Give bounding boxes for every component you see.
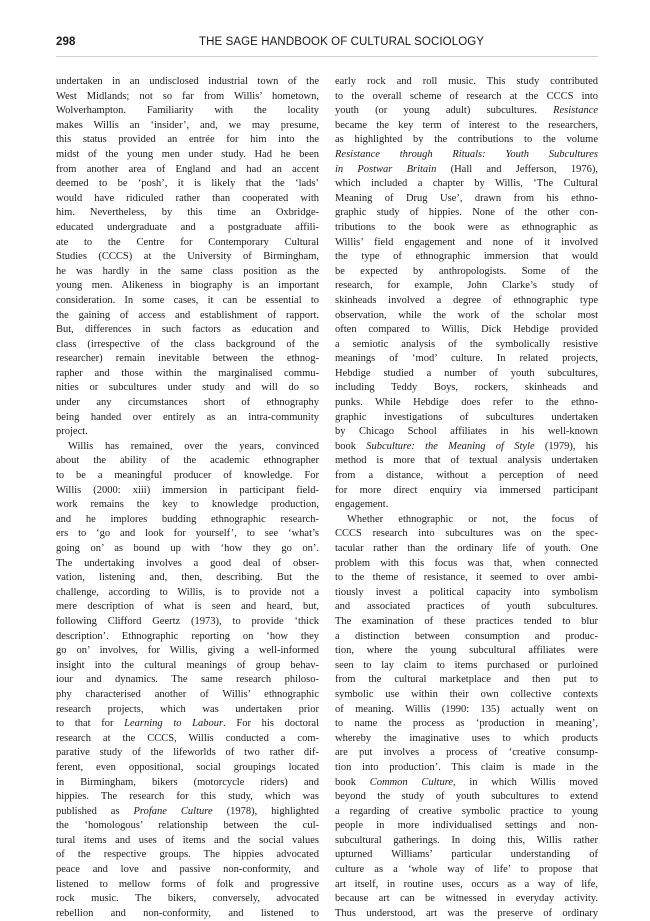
- text-line: he was hardly in the same class position as the: [56, 265, 319, 277]
- text-line: method is more that of textual analysis undertaken: [335, 455, 598, 467]
- book-title-learning-to-labour: Learning to Labour: [124, 718, 224, 730]
- text-line: ers to ‘go and look for yourself’, to see ‘what’s: [56, 528, 319, 540]
- text-line: rock music. The bikers, conversely, advocated: [56, 893, 319, 905]
- text-line: subcultural gatherings. In doing this, Willis rather: [335, 834, 598, 846]
- text-line: graphic study of hippies. None of the other con-: [335, 207, 598, 219]
- text-line: research, for example, John Clarke’s study of: [335, 280, 598, 292]
- text-line: rapher and those within the marginalised commu-: [56, 367, 319, 379]
- text-line: class (irrespective of the class background of the: [56, 338, 319, 350]
- text-line: in Birmingham, bikers (motorcycle riders) and: [56, 776, 319, 788]
- text-line: The examination of these practices tended to blur: [335, 615, 598, 627]
- text-line: makes Willis an ‘insider’, and, we may presume,: [56, 119, 319, 131]
- text-line: the type of ethnographic immersion that would: [335, 251, 598, 263]
- text-line: work remains the key to knowledge production,: [56, 499, 319, 511]
- text-line: and associated practices of youth subcultures.: [335, 601, 598, 613]
- text-line: insight into the cultural meanings of group behav-: [56, 659, 319, 671]
- text-line: young men. Alikeness in biography is an important: [56, 280, 319, 292]
- text-line: The undertaking involves a good deal of obser-: [56, 557, 319, 569]
- text-line: CCCS research into subcultures was on the spec-: [335, 528, 598, 540]
- line-text: published as: [56, 805, 120, 817]
- text-line: symbolic use within their own collective contexts: [335, 688, 598, 700]
- book-title-postwar-britain: in Postwar Britain: [335, 163, 437, 175]
- line-text: to that for: [56, 718, 114, 730]
- text-line: be expected by anthropologists. Some of the: [335, 265, 598, 277]
- right-column: [335, 75, 598, 921]
- text-line: people in more individualised settings and non-: [335, 820, 598, 832]
- text-line: for more direct enquiry via immersed participant: [335, 484, 598, 496]
- text-line: the ‘homologous’ relationship between the cul-: [56, 820, 319, 832]
- text-line: from a distance, without a perception of need: [335, 470, 598, 482]
- text-line: a regarding of creative symbolic practice to young: [335, 805, 598, 817]
- line-text: (Hall and Jefferson, 1976),: [436, 163, 598, 175]
- text-line: deemed to be ‘posh’, it is likely that the ‘lads’: [56, 178, 319, 190]
- text-line: Meaning of Drug Use’, drawn from his ethno-: [335, 192, 598, 204]
- text-line: tion, where the young subcultural affiliates were: [335, 645, 598, 657]
- text-line: tacular rather than the ordinary life of youth. One: [335, 543, 598, 554]
- text-line: listened to mellow forms of folk and progressive: [56, 878, 319, 890]
- text-line: from another area of England and had an accent: [56, 163, 319, 175]
- text-line: him. Nevertheless, by this time an Oxbridge-: [56, 207, 319, 219]
- text-line: and he implores budding ethnographic research-: [56, 513, 319, 525]
- text-line: following Clifford Geertz (1973), to provide ‘thick: [56, 615, 319, 627]
- text-line: being handed over entirely as an intra-community: [56, 411, 319, 423]
- text-line: from the cultural marketplace and then put to: [335, 674, 598, 686]
- text-line: art itself, in routine uses, occurs as a way of life,: [335, 878, 598, 890]
- text-line: [56, 805, 319, 820]
- text-line: But, differences in such factors as education and: [56, 324, 319, 336]
- text-line: nities or subcultures under study and will do so: [56, 382, 319, 394]
- text-line: educated undergraduate and a postgraduate affili-: [56, 221, 319, 233]
- text-line: about the ability of the academic ethnographer: [56, 455, 319, 467]
- text-line: tion into production’. This claim is made in the: [335, 761, 598, 773]
- text-line: to the overall scheme of research at the CCCS into: [335, 90, 598, 102]
- text-line: seen to lay claim to items purchased or purloined: [335, 659, 598, 671]
- text-line: tributions to the book were as ethnographic as: [335, 221, 598, 233]
- line-text: book: [335, 440, 356, 452]
- text-line: to the theme of resistance, it seemed to over ambi-: [335, 572, 598, 584]
- text-line: skinheads involved a degree of ethnographic type: [335, 294, 598, 306]
- text-line: parative study of the lifeworlds of two rather dif-: [56, 747, 319, 759]
- text-line: observation, while the work of the scholar most: [335, 309, 598, 321]
- text-line: of meaning. Willis (1990: 135) actually went on: [335, 703, 598, 715]
- paragraph-end-line: engagement.: [335, 499, 389, 511]
- text-line: [335, 440, 598, 455]
- text-line: this status provided an entrée for him into the: [56, 134, 319, 146]
- text-line: Willis (2000: xiii) immersion in participant field-: [56, 484, 319, 496]
- text-line: [335, 163, 598, 178]
- text-line: research projects, which was undertaken prior: [56, 703, 319, 715]
- text-line: upturned Williams’ particular understanding of: [335, 849, 598, 861]
- text-line: punks. While Hebdige does refer to the ethno-: [335, 397, 598, 409]
- text-line: graphic investigations of subcultures undertaken: [335, 411, 598, 423]
- text-line: of the respective groups. The hippies advocated: [56, 849, 319, 861]
- text-line: as highlighted by the contributions to the volume: [335, 134, 598, 146]
- text-line: rebellion and non-conformity, and listened to: [56, 907, 319, 919]
- text-line: early rock and roll music. This study contributed: [335, 76, 598, 87]
- paragraph-start-line: Willis has remained, over the years, convinced: [68, 440, 319, 452]
- text-line: research at the CCCS, Willis conducted a com-: [56, 732, 319, 744]
- text-line: would have ridiculed rather than cooperated with: [56, 192, 319, 204]
- text-line: going on’ as bound up with ‘how they go on’.: [56, 543, 319, 554]
- book-title-subculture: Subculture: the Meaning of Style: [366, 440, 535, 452]
- line-text: (1979), his: [534, 440, 598, 452]
- text-line: description’. Ethnographic reporting on ‘how they: [56, 630, 319, 642]
- text-line: midst of the young men under study. Had he been: [56, 148, 319, 160]
- text-line: meanings of ‘mod’ culture. In related projects,: [335, 353, 598, 365]
- text-line: Wolverhampton. Familiarity with the locality: [56, 105, 319, 117]
- text-line: phy characterised another of Willis’ ethnographic: [56, 688, 319, 700]
- text-line: became the key term of interest to the researchers,: [335, 119, 598, 131]
- text-line: [335, 104, 598, 119]
- text-line: often compared to Willis, Dick Hebdige provided: [335, 324, 598, 336]
- text-line: Willis’ field engagement and none of it involved: [335, 236, 598, 248]
- text-line: including Teddy Boys, rockers, skinheads and: [335, 382, 598, 394]
- text-line: Studies (CCCS) at the University of Birmingham,: [56, 251, 319, 263]
- text-line: peace and love and passive non-conformity, and: [56, 864, 319, 876]
- text-line: [56, 717, 319, 732]
- text-line: mere description of what is seen and heard, but,: [56, 601, 319, 613]
- book-title-resistance-through-rituals: Resistance through Rituals: Youth Subcultures: [335, 148, 598, 160]
- line-text: youth (or young adult) subcultures.: [335, 105, 537, 117]
- text-line: tural items and uses of items and the social values: [56, 834, 319, 846]
- text-line: go on’ involves, for Willis, giving a well-informed: [56, 645, 319, 657]
- text-line: a semiotic analysis of the symbolically resistive: [335, 338, 598, 350]
- text-line: hippies. The research for this study, which was: [56, 791, 319, 803]
- line-text: . For his doctoral: [223, 718, 319, 730]
- text-line: to name the process as ‘production in meaning’,: [335, 718, 598, 730]
- text-line: [335, 148, 598, 163]
- text-line: Hebdige studied a number of youth subcultures,: [335, 367, 598, 379]
- header-rule: [56, 56, 598, 57]
- text-line: vation, listening and, then, describing. But the: [56, 572, 319, 584]
- text-line: by Chicago School affiliates in his well-known: [335, 426, 598, 438]
- text-line: researcher) remain inevitable between the ethnog-: [56, 353, 319, 365]
- page-number: 298: [56, 36, 76, 48]
- running-header-title: THE SAGE HANDBOOK OF CULTURAL SOCIOLOGY: [199, 36, 485, 48]
- text-line: [335, 776, 598, 791]
- text-line: consideration. In some cases, it can be essential to: [56, 294, 319, 306]
- left-column: [56, 75, 319, 921]
- text-line: the gaining of access and establishment of rapport.: [56, 309, 319, 321]
- paragraph-start-line: Whether ethnographic or not, the focus of: [347, 513, 598, 525]
- book-title-profane-culture: Profane Culture: [133, 805, 213, 817]
- text-line: are put involves a process of ‘creative consump-: [335, 747, 598, 759]
- text-line: tiously invest a political capacity into symbolism: [335, 586, 598, 598]
- text-line: which included a chapter by Willis, ‘The Cultural: [335, 178, 598, 190]
- text-line: undertaken in an undisclosed industrial town of the: [56, 76, 319, 87]
- text-line: under any circumstances short of ethnography: [56, 397, 319, 409]
- text-line: West Midlands; not so far from Willis’ hometown,: [56, 90, 319, 102]
- text-line: whereby the imaginative uses to which products: [335, 732, 598, 744]
- line-text: , in which Willis moved: [453, 776, 598, 788]
- text-line: a distinction between consumption and produc-: [335, 630, 598, 642]
- text-line: culture as a ‘whole way of life’ to propose that: [335, 864, 598, 876]
- text-line: ate to the Centre for Contemporary Cultural: [56, 236, 319, 248]
- text-line: challenge, according to Willis, is to provide not a: [56, 586, 319, 598]
- term-resistance: Resistance: [553, 105, 598, 117]
- text-line: to be a meaningful producer of knowledge. For: [56, 470, 319, 482]
- text-line: iour and dynamics. The same research philoso-: [56, 674, 319, 686]
- line-text: book: [335, 776, 356, 788]
- text-line: problem with this focus was that, when connected: [335, 557, 598, 569]
- book-title-common-culture: Common Culture: [369, 776, 454, 788]
- text-line: ferent, even oppositional, social groupings located: [56, 761, 319, 773]
- running-header: [56, 36, 598, 54]
- text-line: Thus understood, art was the preserve of ordinary: [335, 907, 598, 919]
- line-text: (1978), highlighted: [212, 805, 319, 817]
- text-line: because art can be witnessed in everyday activity.: [335, 893, 598, 905]
- text-line: beyond the study of youth subcultures to extend: [335, 791, 598, 803]
- paragraph-end-line: project.: [56, 426, 88, 438]
